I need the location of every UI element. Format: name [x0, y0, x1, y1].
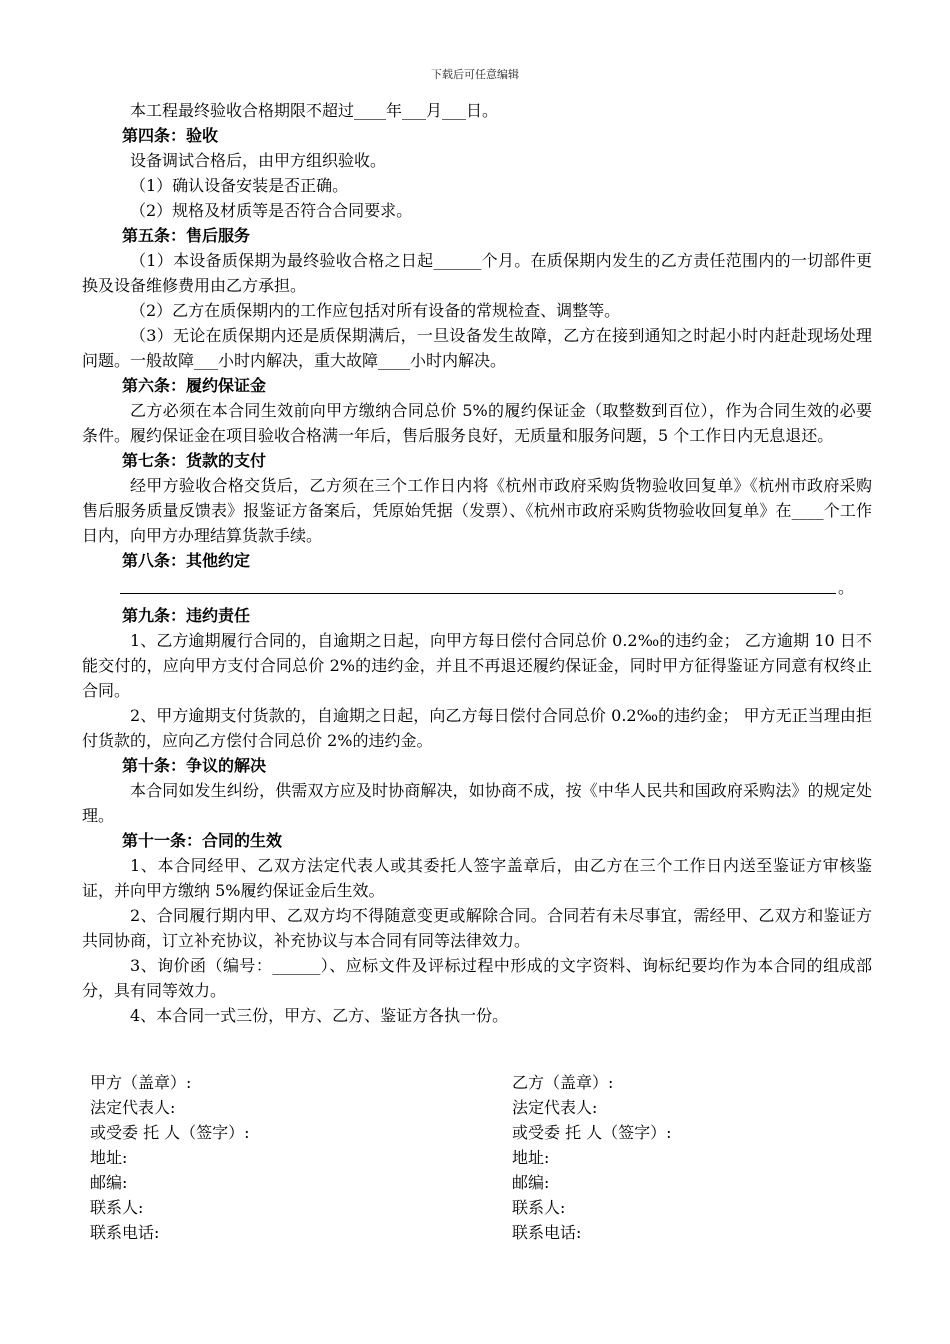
paragraph: 设备调试合格后，由甲方组织验收。	[130, 151, 387, 170]
article-10-heading: 第十条：争议的解决	[122, 756, 267, 775]
article-4-heading: 第四条：验收	[122, 126, 219, 145]
party-a-contact: 联系人:	[90, 1198, 144, 1217]
paragraph: 2、甲方逾期支付货款的，自逾期之日起，向乙方每日偿付合同总价 0.2‰的违约金； 甲方无正当理由拒付货款的，应向乙方偿付合同总价 2%的违约金。	[82, 706, 872, 750]
article-11-heading: 第十一条：合同的生效	[122, 831, 283, 850]
acceptance-deadline-line: 本工程最终验收合格期限不超过____年___月___日。	[130, 101, 499, 120]
party-a-signature	[90, 1070, 250, 1245]
period: 。	[838, 578, 855, 597]
paragraph: 2、合同履行期内甲、乙双方均不得随意变更或解除合同。合同若有未尽事宜，需经甲、乙双方和鉴证方共同协商，订立补充协议，补充协议与本合同有同等法律效力。	[82, 906, 872, 950]
party-a-phone: 联系电话:	[90, 1223, 160, 1242]
party-a-agent: 或受委 托 人（签字）:	[90, 1123, 250, 1142]
contract-body	[82, 98, 872, 1028]
paragraph: 1、乙方逾期履行合同的，自逾期之日起，向甲方每日偿付合同总价 0.2‰的违约金； 乙方逾期 10 日不能交付的，应向甲方支付合同总价 2%的违约金，并且不再退还履约保证金，同时甲方征得鉴证方同意有权终止合同。	[82, 631, 872, 700]
paragraph: （1）本设备质保期为最终验收合格之日起______个月。在质保期内发生的乙方责任范围内的一切部件更换及设备维修费用由乙方承担。	[82, 251, 872, 295]
article-8-heading: 第八条：其他约定	[122, 551, 251, 570]
paragraph: （3）无论在质保期内还是质保期满后，一旦设备发生故障，乙方在接到通知之时起小时内赶赴现场处理问题。一般故障___小时内解决，重大故障____小时内解决。	[82, 326, 872, 370]
party-b-agent: 或受委 托 人（签字）:	[512, 1123, 672, 1142]
paragraph: 3、询价函（编号：______）、应标文件及评标过程中形成的文字资料、询标纪要均作为本合同的组成部分，具有同等效力。	[82, 956, 872, 1000]
paragraph: （2）乙方在质保期内的工作应包括对所有设备的常规检查、调整等。	[130, 301, 621, 320]
party-b-legal-rep: 法定代表人:	[512, 1098, 598, 1117]
party-a-postcode: 邮编:	[90, 1173, 128, 1192]
article-5-heading: 第五条：售后服务	[122, 226, 251, 245]
article-9-heading: 第九条：违约责任	[122, 606, 251, 625]
paragraph: 4、本合同一式三份，甲方、乙方、鉴证方各执一份。	[130, 1006, 509, 1025]
party-b-address: 地址:	[512, 1148, 550, 1167]
party-b-contact: 联系人:	[512, 1198, 566, 1217]
blank-fill-line	[82, 573, 872, 603]
party-a-legal-rep: 法定代表人:	[90, 1098, 176, 1117]
paragraph: 乙方必须在本合同生效前向甲方缴纳合同总价 5%的履约保证金（取整数到百位），作为合同生效的必要条件。履约保证金在项目验收合格满一年后，售后服务良好，无质量和服务问题，5 个工作日内无息退还。	[82, 401, 872, 445]
party-a-seal: 甲方（盖章）:	[90, 1073, 192, 1092]
party-b-signature	[512, 1070, 672, 1245]
article-7-heading: 第七条：货款的支付	[122, 451, 267, 470]
paragraph: （2）规格及材质等是否符合合同要求。	[130, 201, 413, 220]
article-6-heading: 第六条：履约保证金	[122, 376, 267, 395]
party-b-postcode: 邮编:	[512, 1173, 550, 1192]
paragraph: 1、本合同经甲、乙双方法定代表人或其委托人签字盖章后，由乙方在三个工作日内送至鉴证方审核鉴证，并向甲方缴纳 5%履约保证金后生效。	[82, 856, 872, 900]
paragraph: 经甲方验收合格交货后，乙方须在三个工作日内将《杭州市政府采购货物验收回复单》《杭州市政府采购售后服务质量反馈表》报鉴证方备案后，凭原始凭据（发票）、《杭州市政府采购货物验收回复单》在____个工作日内，向甲方办理结算货款手续。	[82, 476, 872, 545]
paragraph: （1）确认设备安装是否正确。	[130, 176, 349, 195]
party-b-seal: 乙方（盖章）:	[512, 1073, 614, 1092]
party-a-address: 地址:	[90, 1148, 128, 1167]
underline	[120, 593, 836, 594]
paragraph: 本合同如发生纠纷，供需双方应及时协商解决，如协商不成，按《中华人民共和国政府采购法》的规定处理。	[82, 781, 872, 825]
party-b-phone: 联系电话:	[512, 1223, 582, 1242]
page-header: 下载后可任意编辑	[431, 68, 519, 81]
